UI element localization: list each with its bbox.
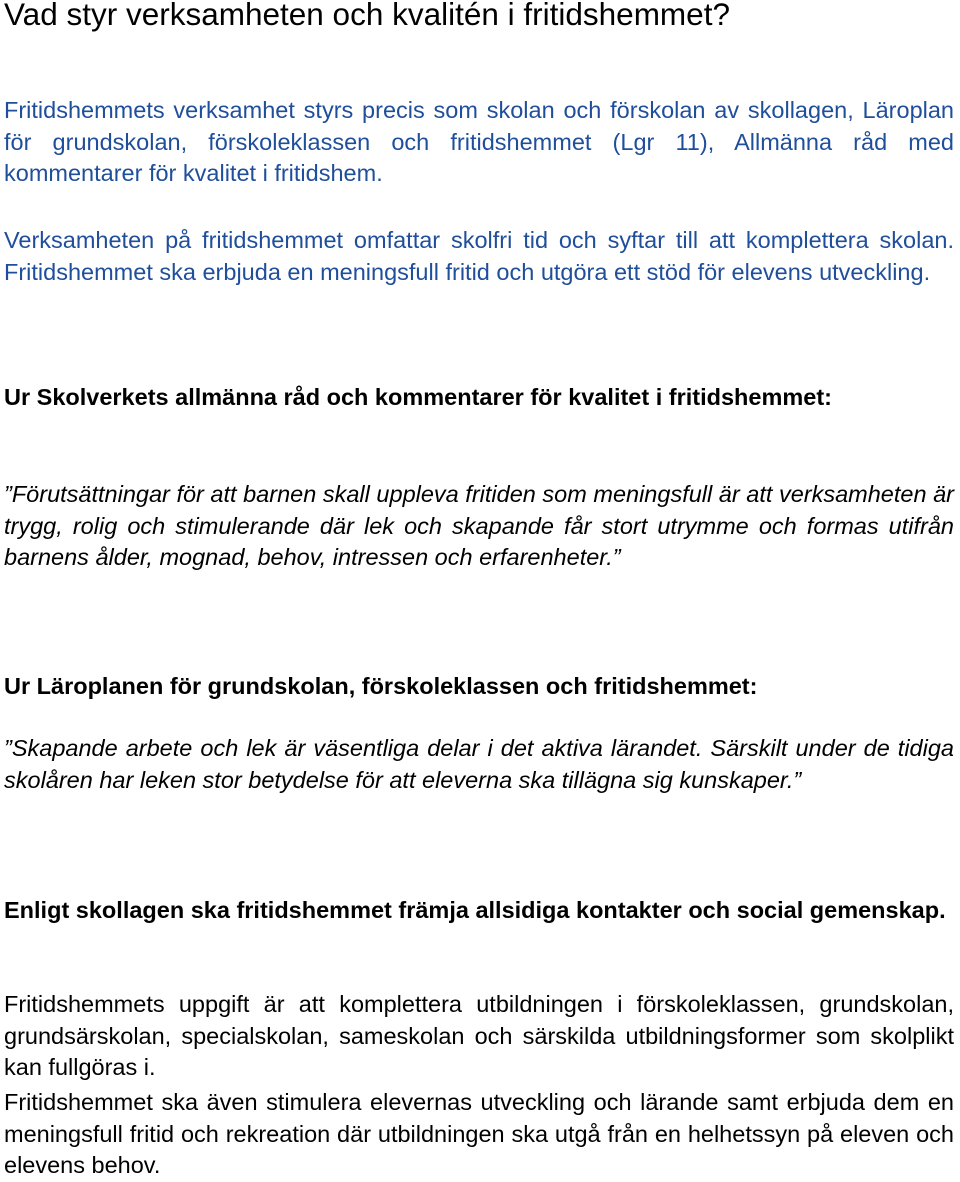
skolverket-quote: ”Förutsättningar för att barnen skall uppleva fritiden som meningsfull är att verksamheten är trygg, rolig och stimulerande där lek och skapande får stort utrymme och formas utifrån barnens ålder, mognad, behov, intressen och erfarenheter.”: [4, 481, 954, 570]
task-paragraph: Fritidshemmets uppgift är att komplettera utbildningen i förskoleklassen, grundskolan, grundsärskolan, specialskolan, sameskolan och särskilda utbildningsformer som skolplikt kan fullgöras i.: [4, 991, 954, 1080]
intro-paragraph: Fritidshemmets verksamhet styrs precis som skolan och förskolan av skollagen, Läroplan för grundskolan, förskoleklassen och fritidshemmet (Lgr 11), Allmänna råd med kommentarer för kvalitet i fritidshem.: [4, 97, 954, 186]
purpose-paragraph: Verksamheten på fritidshemmet omfattar skolfri tid och syftar till att komplettera skolan. Fritidshemmet ska erbjuda en meningsfull fritid och utgöra ett stöd för elevens utveckling.: [4, 227, 954, 285]
stimulate-paragraph: Fritidshemmet ska även stimulera elevernas utveckling och lärande samt erbjuda dem en meningsfull fritid och rekreation där utbildningen ska utgå från en helhetssyn på eleven och elevens behov.: [4, 1089, 954, 1178]
skolverket-heading: Ur Skolverkets allmänna råd och kommentarer för kvalitet i fritidshemmet:: [4, 384, 832, 410]
page-title: Vad styr verksamheten och kvalitén i fritidshemmet?: [4, 0, 730, 32]
laroplan-quote: ”Skapande arbete och lek är väsentliga delar i det aktiva lärandet. Särskilt under de tidiga skolåren har leken stor betydelse för att eleverna ska tillägna sig kunskaper.”: [4, 735, 954, 793]
laroplan-heading: Ur Läroplanen för grundskolan, förskoleklassen och fritidshemmet:: [4, 673, 758, 699]
skollag-heading: Enligt skollagen ska fritidshemmet främja allsidiga kontakter och social gemenskap.: [4, 897, 946, 923]
